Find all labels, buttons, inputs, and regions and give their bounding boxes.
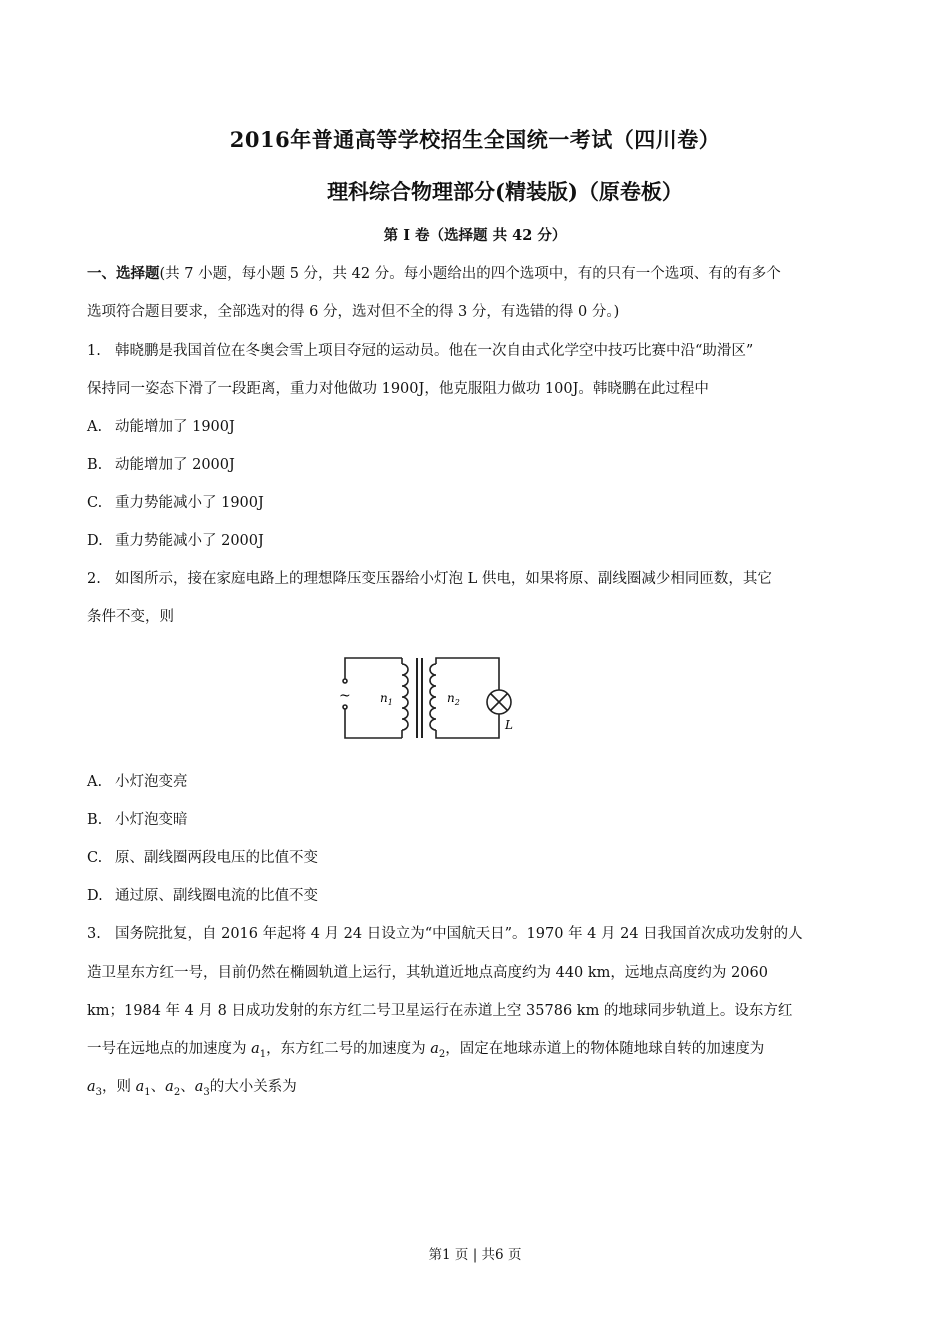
lamp-label: L bbox=[505, 718, 513, 732]
text-segment: 、 bbox=[150, 1079, 166, 1095]
text-segment: ，固定在地球赤道上的物体随地球自转的加速度为 bbox=[445, 1041, 765, 1057]
primary-turns-var: n bbox=[380, 691, 388, 705]
section-instructions-line-1 bbox=[87, 262, 877, 283]
secondary-turns-var: n bbox=[447, 691, 455, 705]
var-sub: 2 bbox=[173, 1086, 181, 1098]
secondary-wire-top bbox=[436, 658, 499, 690]
option-key: D. bbox=[87, 888, 103, 904]
exam-subtitle: 理科综合物理部分(精装版)（原卷板） bbox=[327, 179, 683, 204]
var-a: a bbox=[135, 1079, 145, 1095]
secondary-turns-sub: 2 bbox=[454, 698, 460, 707]
question-3-line-3: km；1984 年 4 月 8 日成功发射的东方红二号卫星运行在赤道上空 35786 km 的地球同步轨道上。设东方红 bbox=[87, 1003, 793, 1019]
var-a: a bbox=[87, 1079, 96, 1095]
text-segment: 的大小关系为 bbox=[209, 1079, 297, 1095]
section-instructions-text: (共 7 小题，每小题 5 分，共 42 分。每小题给出的四个选项中，有的只有一个选项、有的有多个 bbox=[159, 266, 781, 282]
option-key: C. bbox=[87, 850, 103, 866]
option-key: D. bbox=[87, 533, 103, 549]
option-text: 小灯泡变亮 bbox=[115, 774, 188, 790]
question-1-option-d bbox=[87, 529, 877, 550]
primary-wire-bottom bbox=[345, 708, 402, 738]
var-sub: 3 bbox=[95, 1086, 103, 1098]
question-2-line-2: 条件不变，则 bbox=[87, 609, 174, 625]
question-3-line-1 bbox=[87, 922, 877, 943]
var-a: a bbox=[165, 1079, 174, 1095]
option-text: 通过原、副线圈电流的比值不变 bbox=[115, 888, 318, 904]
text-segment: 、 bbox=[180, 1079, 195, 1095]
option-text: 动能增加了 1900J bbox=[115, 419, 235, 435]
question-text: 国务院批复，自 2016 年起将 4 月 24 日设立为“中国航天日”。1970 年 4 月 24 日我国首次成功发射的人 bbox=[115, 926, 803, 942]
question-3-line-2: 造卫星东方红一号，目前仍然在椭圆轨道上运行，其轨道近地点高度约为 440 km，远地点高度约为 2060 bbox=[87, 965, 768, 981]
part-title: 第 I 卷（选择题 共 42 分） bbox=[383, 227, 567, 244]
page-footer: 第1 页 | 共6 页 bbox=[428, 1247, 522, 1263]
primary-turns-label bbox=[380, 691, 393, 707]
option-text: 重力势能减小了 2000J bbox=[115, 533, 264, 549]
var-sub: 1 bbox=[144, 1086, 151, 1098]
secondary-coil bbox=[430, 664, 436, 730]
question-1-option-b bbox=[87, 453, 877, 474]
question-2-line-1 bbox=[87, 567, 877, 588]
option-key: A. bbox=[87, 419, 103, 435]
var-sub: 3 bbox=[203, 1086, 210, 1098]
var-sub: 2 bbox=[438, 1048, 446, 1060]
secondary-wire-bottom bbox=[436, 714, 499, 738]
exam-title: 2016年普通高等学校招生全国统一考试（四川卷） bbox=[229, 127, 721, 152]
option-text: 小灯泡变暗 bbox=[115, 812, 188, 828]
primary-wire-top bbox=[345, 658, 402, 680]
primary-turns-sub: 1 bbox=[387, 698, 393, 707]
option-key: B. bbox=[87, 812, 103, 828]
option-text: 动能增加了 2000J bbox=[115, 457, 235, 473]
text-segment: ，东方红二号的加速度为 bbox=[266, 1041, 431, 1057]
question-2-option-d bbox=[87, 884, 877, 905]
question-text: 韩晓鹏是我国首位在冬奥会雪上项目夺冠的运动员。他在一次自由式化学空中技巧比赛中沿“助滑区” bbox=[115, 343, 754, 359]
var-a: a bbox=[430, 1041, 439, 1057]
section-instructions-line-2: 选项符合题目要求，全部选对的得 6 分，选对但不全的得 3 分，有选错的得 0 分。) bbox=[87, 304, 620, 320]
question-1-line-2: 保持同一姿态下滑了一段距离，重力对他做功 1900J，他克服阻力做功 100J。韩晓鹏在此过程中 bbox=[87, 381, 709, 397]
terminal-bottom bbox=[343, 705, 347, 709]
question-2-option-b bbox=[87, 808, 877, 829]
question-2-option-a bbox=[87, 770, 877, 791]
var-a: a bbox=[194, 1079, 204, 1095]
question-2-option-c bbox=[87, 846, 877, 867]
text-segment: 一号在远地点的加速度为 bbox=[87, 1041, 252, 1057]
section-label: 一、选择题 bbox=[87, 265, 160, 282]
question-1-line-1 bbox=[87, 339, 877, 360]
var-a: a bbox=[251, 1041, 260, 1057]
lamp-cross bbox=[491, 694, 508, 711]
text-segment: ，则 bbox=[102, 1079, 136, 1095]
question-3-line-5 bbox=[87, 1075, 877, 1098]
question-1-option-a bbox=[87, 415, 877, 436]
option-key: C. bbox=[87, 495, 103, 511]
option-text: 重力势能减小了 1900J bbox=[115, 495, 264, 511]
question-1-option-c bbox=[87, 491, 877, 512]
option-text: 原、副线圈两段电压的比值不变 bbox=[115, 850, 318, 866]
primary-coil bbox=[402, 664, 408, 730]
terminal-top bbox=[343, 679, 347, 683]
question-3-line-4 bbox=[87, 1037, 877, 1060]
question-number: 3. bbox=[87, 926, 101, 942]
option-key: A. bbox=[87, 774, 103, 790]
question-number: 2. bbox=[87, 571, 101, 587]
transformer-circuit-diagram bbox=[338, 650, 528, 742]
ac-source-symbol: ~ bbox=[339, 688, 351, 704]
secondary-turns-label bbox=[447, 691, 460, 707]
question-number: 1. bbox=[87, 343, 101, 359]
var-sub: 1 bbox=[259, 1048, 267, 1060]
question-text: 如图所示，接在家庭电路上的理想降压变压器给小灯泡 L 供电，如果将原、副线圈减少相同匝数，其它 bbox=[115, 571, 772, 587]
option-key: B. bbox=[87, 457, 103, 473]
